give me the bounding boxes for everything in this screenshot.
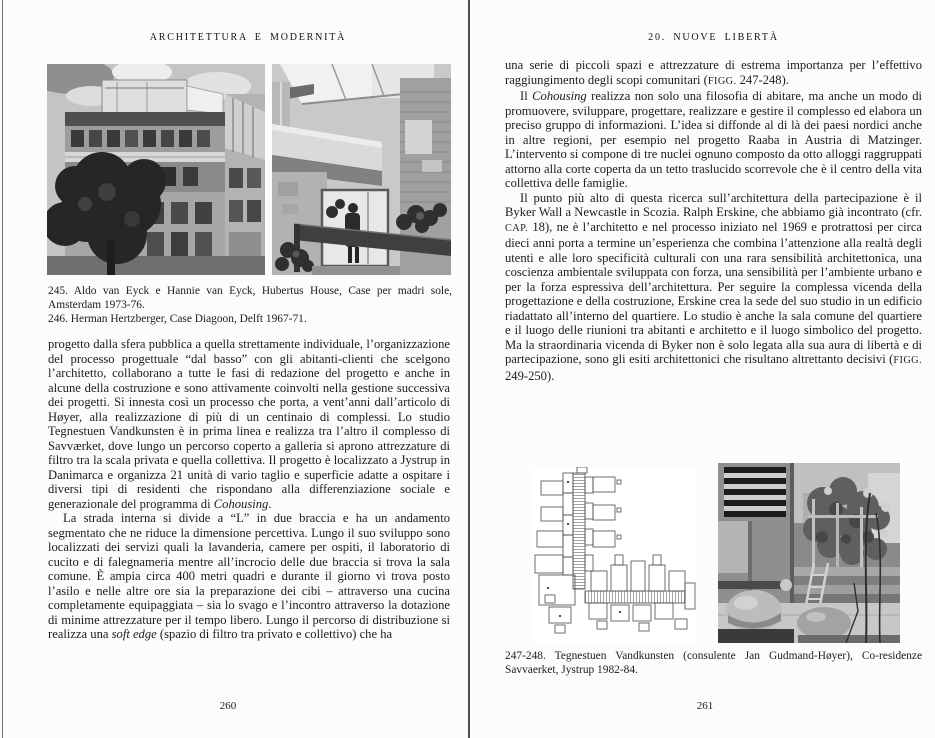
photo-case-diagoon-interior	[272, 64, 451, 275]
page-left	[4, 0, 468, 738]
figure-247-plan-savvaerket	[533, 467, 697, 642]
scan-left-edge-line	[2, 0, 3, 738]
caption-line: 245. Aldo van Eyck e Hannie van Eyck, Hubertus House, Case per madri sole, Amsterdam 1973-76.	[48, 285, 452, 311]
running-head-right: 20. NUOVE LIBERTÀ	[648, 32, 779, 43]
body-text-right	[505, 58, 922, 383]
body-text-left	[48, 337, 450, 642]
figure-245-photo-hubertus-house	[47, 64, 265, 275]
caption-247-248	[505, 649, 922, 677]
page-right	[471, 0, 935, 738]
figure-246-photo-case-diagoon	[272, 64, 451, 275]
caption-245-246	[48, 284, 452, 326]
figure-248-photo-courtyard	[718, 463, 900, 643]
page-number-left: 260	[219, 700, 237, 712]
caption-line: 247-248. Tegnestuen Vandkunsten (consulente Jan Gudmand-Høyer), Co-residenze Savvaerket, Jystrup 1982-84.	[505, 650, 922, 676]
page-number-right: 261	[696, 700, 714, 712]
paragraph: Il punto più alto di questa ricerca sull’architettura della partecipazione è il Byker Wall a Newcastle in Scozia. Ralph Erskine, che abbiamo già incontrato (cfr. CAP. 18), ne è l’architetto e nel processo iniziato nel 1969 e protrattosi per circa dieci anni porta a termine un’esperienza che combina l’attenzione alla realtà degli utenti e alle loro specificità culturali con una rara sensibilità architettonica, una coscienza ambientale sviluppata con forza, una sensibilità per l’ambiente urbano e per la forza espressiva dell’architettura. Per seguire la complessa vicenda della progettazione e della costruzione, Erskine crea la sede del suo studio in un edificio riadattato all’interno del quartiere. Lo studio è anche la sala comune del quartiere e il luogo delle riunioni tra abitanti e architetto e il luogo simbolico del progetto. Ma la straordinaria vicenda di Byker non è solo legata alla sua aura di libertà e di partecipazione, sono gli esiti architettonici che risultano altrettanto decisivi (FIGG. 249-250).	[505, 190, 922, 383]
paragraph: una serie di piccoli spazi e attrezzature di estrema importanza per l’effettivo raggiungimento degli scopi comunitari (FIGG. 247-248).	[505, 58, 922, 87]
plan-savvaerket-cohousing	[533, 467, 697, 642]
page-gutter-divider	[468, 0, 470, 738]
paragraph: Il Cohousing realizza non solo una filosofia di abitare, ma anche un modo di promuovere, sviluppare, progettare, realizzare e gestire il complesso ed elabora un preciso gruppo di informazioni. L’idea si diffonde al di là dei paesi nordici anche in altre regioni, per esempio nel progetto Raaba in Austria di Matzinger. L’intervento si compone di tre nuclei ognuno composto da otto alloggi raggruppati attorno alla corte coperta da un tetto traslucido scorrevole che è il centro della vita collettiva delle famiglie.	[505, 89, 922, 190]
paragraph: progetto dalla sfera pubblica a quella strettamente individuale, l’organizzazione del processo progettuale “dal basso” con gli abitanti-clienti che scelgono l’architetto, collaborano a tutte le fasi di redazione del progetto e anche in alcune della costruzione e sono attivamente coinvolti nella gestione successiva dei progetti. Si innesta così un processo che porta, a vent’anni dall’articolo di Høyer, alla realizzazione di più di un centinaio di complessi. Lo studio Tegnestuen Vandkunsten è in prima linea e realizza tra l’altro il complesso di Savværket, dove lungo un percorso coperto a galleria si aprono attrezzature di filtro tra la scala privata e quella collettiva. Il progetto è localizzato a Jystrup in Danimarca e organizza 21 unità di vario taglio e superficie adatte a ospitare i diversi tipi di residenti che rispondano alla differenziazione sociale e generazionale del programma di Cohousing.	[48, 337, 450, 511]
photo-hubertus-house-facade	[47, 64, 265, 275]
running-head-left: ARCHITETTURA E MODERNITÀ	[149, 32, 347, 43]
caption-line: 246. Herman Hertzberger, Case Diagoon, Delft 1967-71.	[48, 313, 307, 325]
paragraph: La strada interna si divide a “L” in due braccia e ha un andamento segmentato che ne riduce la dimensione percettiva. Lungo il suo sviluppo sono localizzati dei servizi quali la lavanderia, camere per ospiti, il laboratorio di cucito e di falegnameria mentre all’incrocio delle due braccia si trova la sala comune. È ampia circa 400 metri quadri e durante il giorno vi trova posto l’asilo e nelle altre ore sia la preparazione dei cibi – attraverso una cucina completamente equipaggiata – sia lo svago e l’incontro attraverso la dotazione di minime attrezzature per il tempo libero. Lungo il percorso di distribuzione si realizza una soft edge (spazio di filtro tra privato e collettivo) che ha	[48, 511, 450, 641]
photo-savvaerket-courtyard	[718, 463, 900, 643]
